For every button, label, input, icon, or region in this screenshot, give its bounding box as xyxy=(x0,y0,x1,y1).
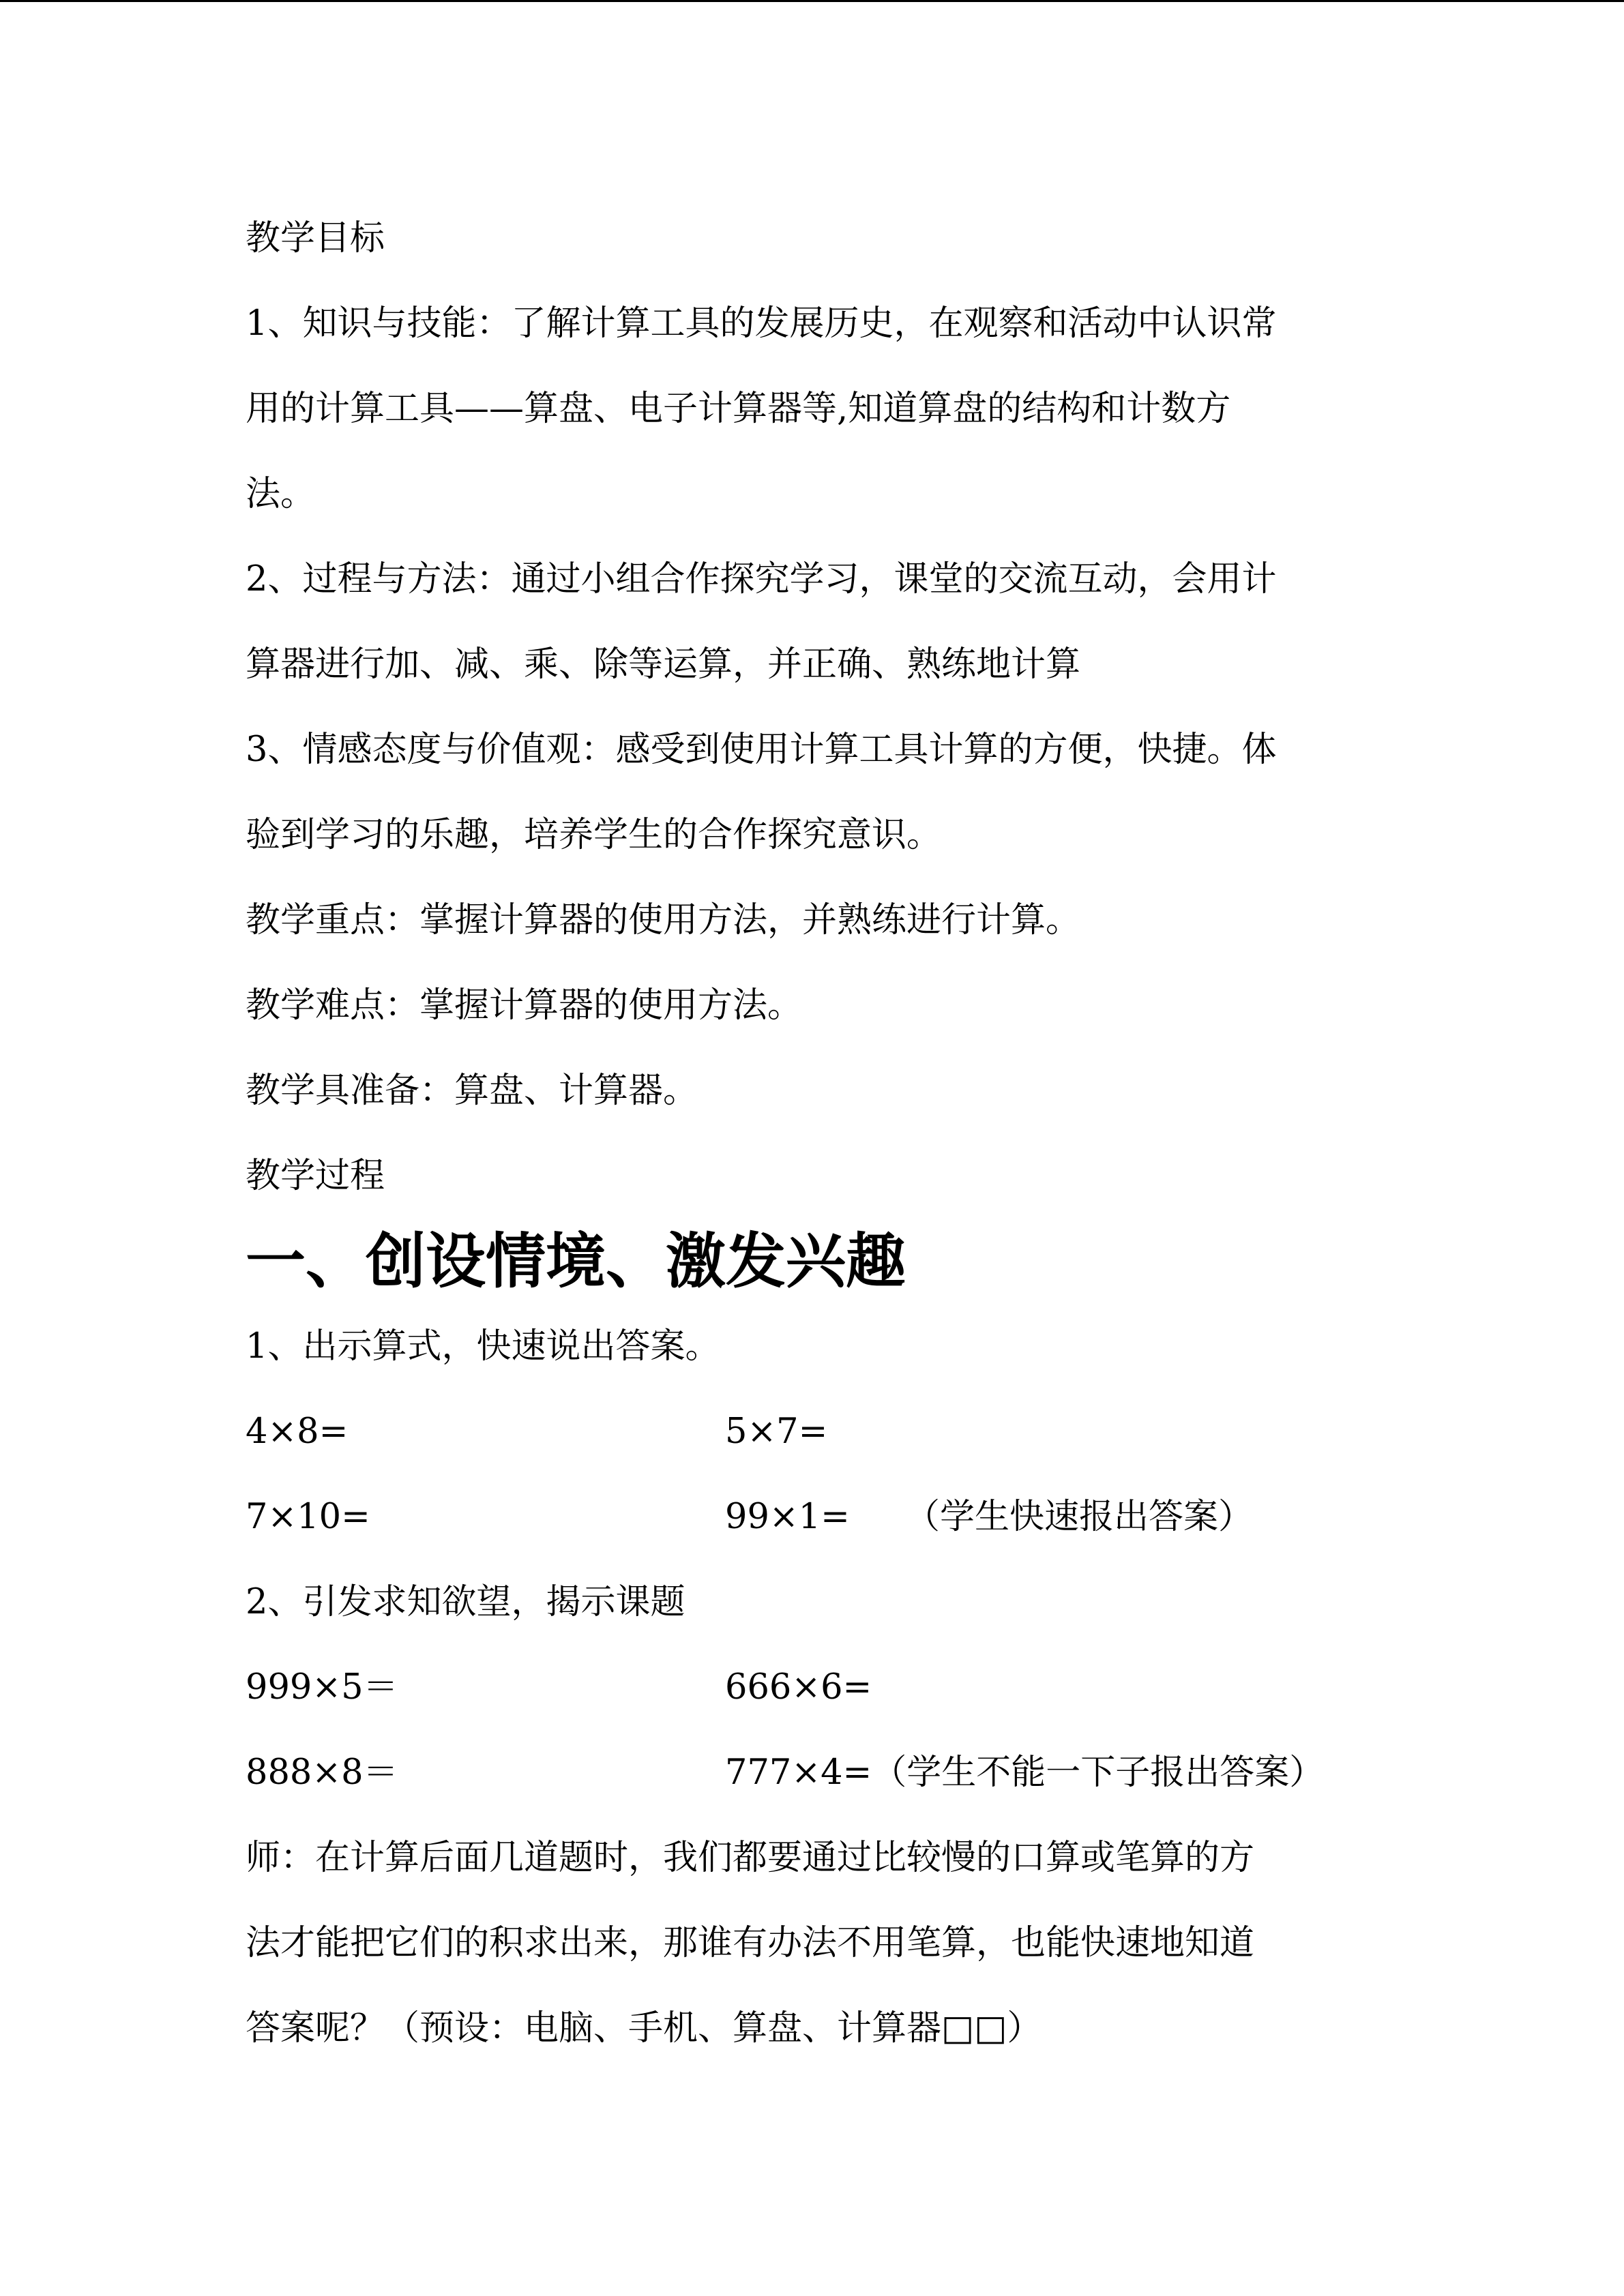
teacher-line-2: 法才能把它们的积求出来，那谁有办法不用笔算，也能快速地知道 xyxy=(246,1923,1255,1963)
expr-row-2-note: （学生快速报出答案） xyxy=(905,1497,1254,1537)
goal-1-line-2: 用的计算工具——算盘、电子计算器等,知道算盘的结构和计数方 xyxy=(246,389,1231,429)
goals-title: 教学目标 xyxy=(246,218,385,258)
section-1-heading: 一、创设情境、激发兴趣 xyxy=(246,1226,906,1296)
goal-3-line-1: 3、情感态度与价值观：感受到使用计算工具计算的方便，快捷。体 xyxy=(246,730,1277,770)
expr-row-1-right: 5×7= xyxy=(725,1412,828,1452)
materials: 教学具准备：算盘、计算器。 xyxy=(246,1071,698,1111)
expr-row-3-left: 999×5＝ xyxy=(246,1667,398,1708)
goal-2-line-1: 2、过程与方法：通过小组合作探究学习，课堂的交流互动，会用计 xyxy=(246,559,1277,599)
step-2: 2、引发求知欲望，揭示课题 xyxy=(246,1582,685,1622)
expr-row-4-left: 888×8＝ xyxy=(246,1753,398,1793)
goal-1-line-1: 1、知识与技能：了解计算工具的发展历史，在观察和活动中认识常 xyxy=(246,303,1277,344)
expr-row-2-left: 7×10= xyxy=(246,1497,370,1537)
expr-row-1-left: 4×8= xyxy=(246,1412,349,1452)
expr-row-3-right: 666×6= xyxy=(725,1667,872,1708)
expr-row-4-right: 777×4=（学生不能一下子报出答案） xyxy=(725,1753,1325,1793)
goal-1-line-3: 法。 xyxy=(246,474,316,514)
step-1: 1、出示算式，快速说出答案。 xyxy=(246,1326,720,1367)
process-title: 教学过程 xyxy=(246,1156,385,1196)
teacher-line-3: 答案呢？（预设：电脑、手机、算盘、计算器□□） xyxy=(246,2008,1042,2048)
teacher-line-1: 师：在计算后面几道题时，我们都要通过比较慢的口算或笔算的方 xyxy=(246,1838,1255,1878)
goal-3-line-2: 验到学习的乐趣，培养学生的合作探究意识。 xyxy=(246,815,942,855)
difficult-point: 教学难点：掌握计算器的使用方法。 xyxy=(246,985,803,1026)
expr-row-2-right: 99×1= xyxy=(725,1497,850,1537)
goal-2-line-2: 算器进行加、减、乘、除等运算，并正确、熟练地计算 xyxy=(246,644,1081,685)
key-point: 教学重点：掌握计算器的使用方法，并熟练进行计算。 xyxy=(246,900,1081,940)
